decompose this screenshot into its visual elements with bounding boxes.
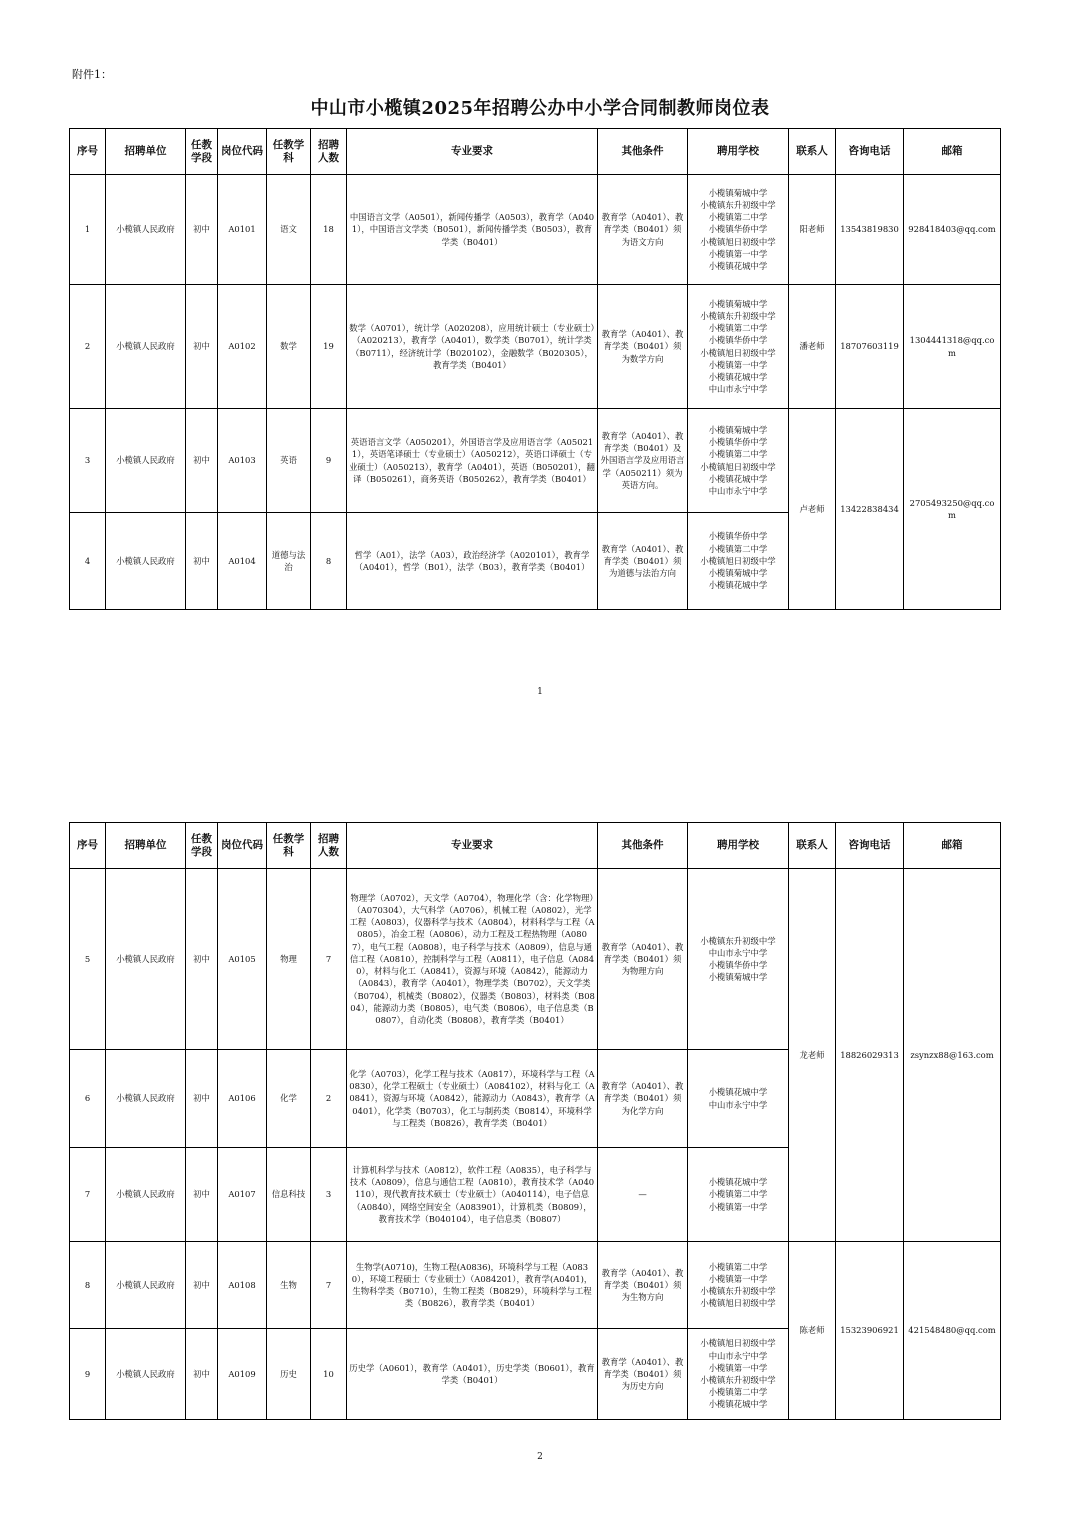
- cell-email: 421548480@qq.com: [904, 1242, 1001, 1420]
- cell-unit: 小榄镇人民政府: [106, 1242, 186, 1329]
- cell-count: 10: [311, 1329, 347, 1420]
- cell-major: 英语语言文学（A050201），外国语言学及应用语言学（A050211），英语笔译硕士（专业硕士）（A050212），英语口译硕士（专业硕士）（A050213），教育学（A0401），英语（B050201），翻译（B050261），商务英语（B050262），教育学类（B0401）: [347, 409, 598, 513]
- header-schools: 聘用学校: [688, 129, 789, 175]
- header-unit: 招聘单位: [106, 823, 186, 869]
- page-title: 中山市小榄镇2025年招聘公办中小学合同制教师岗位表: [310, 98, 770, 119]
- cell-stage: 初中: [186, 1050, 218, 1148]
- table-header-row: [70, 129, 1001, 175]
- cell-contact: 龙老师: [789, 869, 836, 1242]
- cell-stage: 初中: [186, 1148, 218, 1242]
- cell-major: 历史学（A0601），教育学（A0401），历史学类（B0601），教育学类（B0401）: [347, 1329, 598, 1420]
- cell-count: 7: [311, 1242, 347, 1329]
- header-major: 专业要求: [347, 823, 598, 869]
- cell-contact: 潘老师: [789, 285, 836, 409]
- cell-stage: 初中: [186, 513, 218, 610]
- cell-major: 数学（A0701），统计学（A020208），应用统计硕士（专业硕士）（A020213），教育学（A0401），数学类（B0701），统计学类（B0711），经济统计学（B020102），金融数学（B020305），教育学类（B0401）: [347, 285, 598, 409]
- table-row: [70, 409, 1001, 513]
- header-phone: 咨询电话: [836, 823, 904, 869]
- cell-seq: 5: [70, 869, 106, 1050]
- cell-stage: 初中: [186, 285, 218, 409]
- cell-code: A0104: [218, 513, 267, 610]
- cell-count: 9: [311, 409, 347, 513]
- header-phone: 咨询电话: [836, 129, 904, 175]
- cell-other: 教育学（A0401）、教育学类（B0401）须为生物方向: [598, 1242, 688, 1329]
- header-contact: 联系人: [789, 823, 836, 869]
- cell-seq: 8: [70, 1242, 106, 1329]
- cell-code: A0109: [218, 1329, 267, 1420]
- cell-email: 928418403@qq.com: [904, 175, 1001, 285]
- cell-schools: 小榄镇菊城中学 小榄镇东升初级中学 小榄镇第二中学 小榄镇华侨中学 小榄镇旭日初级中学 小榄镇第一中学 小榄镇花城中学 中山市永宁中学: [688, 285, 789, 409]
- cell-email: 1304441318@qq.com: [904, 285, 1001, 409]
- attachment-label: 附件1：: [72, 68, 112, 81]
- header-other: 其他条件: [598, 129, 688, 175]
- cell-subject: 英语: [267, 409, 311, 513]
- cell-seq: 4: [70, 513, 106, 610]
- cell-code: A0103: [218, 409, 267, 513]
- cell-major: 中国语言文学（A0501），新闻传播学（A0503），教育学（A0401），中国语言文学类（B0501），新闻传播学类（B0503），教育学类（B0401）: [347, 175, 598, 285]
- cell-stage: 初中: [186, 1242, 218, 1329]
- cell-code: A0107: [218, 1148, 267, 1242]
- header-email: 邮箱: [904, 129, 1001, 175]
- cell-stage: 初中: [186, 409, 218, 513]
- cell-unit: 小榄镇人民政府: [106, 1148, 186, 1242]
- cell-subject: 语文: [267, 175, 311, 285]
- header-count: 招聘人数: [311, 129, 347, 175]
- cell-code: A0108: [218, 1242, 267, 1329]
- cell-schools: 小榄镇东升初级中学 中山市永宁中学 小榄镇华侨中学 小榄镇菊城中学: [688, 869, 789, 1050]
- cell-other: 教育学（A0401）、教育学类（B0401）须为化学方向: [598, 1050, 688, 1148]
- cell-email: zsynzx88@163.com: [904, 869, 1001, 1242]
- header-unit: 招聘单位: [106, 129, 186, 175]
- cell-unit: 小榄镇人民政府: [106, 1050, 186, 1148]
- header-stage: 任教学段: [186, 129, 218, 175]
- cell-unit: 小榄镇人民政府: [106, 285, 186, 409]
- cell-other: 教育学（A0401）、教育学类（B0401）须为道德与法治方向: [598, 513, 688, 610]
- cell-other: 教育学（A0401）、教育学类（B0401）须为语文方向: [598, 175, 688, 285]
- cell-schools: 小榄镇花城中学 中山市永宁中学: [688, 1050, 789, 1148]
- cell-stage: 初中: [186, 175, 218, 285]
- positions-table-page-1: [69, 128, 1001, 610]
- table-header-row: [70, 823, 1001, 869]
- cell-seq: 9: [70, 1329, 106, 1420]
- cell-other: 教育学（A0401）、教育学类（B0401）须为历史方向: [598, 1329, 688, 1420]
- cell-seq: 7: [70, 1148, 106, 1242]
- cell-seq: 2: [70, 285, 106, 409]
- cell-stage: 初中: [186, 1329, 218, 1420]
- cell-other: 教育学（A0401）、教育学类（B0401）及外国语言学及应用语言学（A050211）须为英语方向。: [598, 409, 688, 513]
- header-code: 岗位代码: [218, 129, 267, 175]
- cell-code: A0102: [218, 285, 267, 409]
- cell-count: 2: [311, 1050, 347, 1148]
- cell-count: 3: [311, 1148, 347, 1242]
- table-row: [70, 1242, 1001, 1329]
- cell-subject: 化学: [267, 1050, 311, 1148]
- cell-subject: 信息科技: [267, 1148, 311, 1242]
- header-seq: 序号: [70, 129, 106, 175]
- page-number: 1: [537, 687, 543, 697]
- cell-code: A0105: [218, 869, 267, 1050]
- cell-phone: 13543819830: [836, 175, 904, 285]
- cell-schools: 小榄镇华侨中学 小榄镇第二中学 小榄镇旭日初级中学 小榄镇菊城中学 小榄镇花城中学: [688, 513, 789, 610]
- table-row: [70, 175, 1001, 285]
- cell-contact: 阳老师: [789, 175, 836, 285]
- cell-count: 7: [311, 869, 347, 1050]
- cell-phone: 18826029313: [836, 869, 904, 1242]
- cell-contact: 陈老师: [789, 1242, 836, 1420]
- cell-unit: 小榄镇人民政府: [106, 513, 186, 610]
- cell-major: 物理学（A0702），天文学（A0704），物理化学（含：化学物理）（A070304），大气科学（A0706），机械工程（A0802），光学工程（A0803），仪器科学与技术（A0804），材料科学与工程（A0805），冶金工程（A0806），动力工程及工程热物理（A0807），电气工程（A0808），电子科学与技术（A0809），信息与通信工程（A0810），控制科学与工程（A0811），电子信息（A0840），材料与化工（A0841），资源与环境（A0842），能源动力（A0843），教育学（A0401），物理学类（B0702），天文学类（B0704），机械类（B0802），仪器类（B0803），材料类（B0804），能源动力类（B0805），电气类（B0806），电子信息类（B0807），自动化类（B0808），教育学类（B0401）: [347, 869, 598, 1050]
- header-subject: 任教学科: [267, 129, 311, 175]
- cell-count: 8: [311, 513, 347, 610]
- cell-subject: 道德与法治: [267, 513, 311, 610]
- header-seq: 序号: [70, 823, 106, 869]
- cell-phone: 13422838434: [836, 409, 904, 610]
- cell-subject: 数学: [267, 285, 311, 409]
- cell-code: A0106: [218, 1050, 267, 1148]
- table-row: [70, 285, 1001, 409]
- cell-count: 19: [311, 285, 347, 409]
- cell-seq: 1: [70, 175, 106, 285]
- page-number: 2: [537, 1452, 543, 1462]
- header-subject: 任教学科: [267, 823, 311, 869]
- header-other: 其他条件: [598, 823, 688, 869]
- cell-phone: 18707603119: [836, 285, 904, 409]
- cell-subject: 生物: [267, 1242, 311, 1329]
- cell-other: 教育学（A0401）、教育学类（B0401）须为数学方向: [598, 285, 688, 409]
- cell-seq: 3: [70, 409, 106, 513]
- header-schools: 聘用学校: [688, 823, 789, 869]
- table-row: [70, 869, 1001, 1050]
- cell-stage: 初中: [186, 869, 218, 1050]
- header-email: 邮箱: [904, 823, 1001, 869]
- header-contact: 联系人: [789, 129, 836, 175]
- cell-code: A0101: [218, 175, 267, 285]
- cell-other: 教育学（A0401）、教育学类（B0401）须为物理方向: [598, 869, 688, 1050]
- cell-schools: 小榄镇花城中学 小榄镇第二中学 小榄镇第一中学: [688, 1148, 789, 1242]
- cell-seq: 6: [70, 1050, 106, 1148]
- cell-contact: 卢老师: [789, 409, 836, 610]
- cell-unit: 小榄镇人民政府: [106, 869, 186, 1050]
- cell-major: 生物学(A0710)，生物工程(A0836)，环境科学与工程（A0830），环境工程硕士（专业硕士）（A084201），教育学(A0401)，生物科学类（B0710），生物工程类（B0829），环境科学与工程类（B0826），教育学类（B0401）: [347, 1242, 598, 1329]
- header-code: 岗位代码: [218, 823, 267, 869]
- cell-email: 2705493250@qq.com: [904, 409, 1001, 610]
- cell-schools: 小榄镇菊城中学 小榄镇华侨中学 小榄镇第二中学 小榄镇旭日初级中学 小榄镇花城中学 中山市永宁中学: [688, 409, 789, 513]
- cell-unit: 小榄镇人民政府: [106, 409, 186, 513]
- header-stage: 任教学段: [186, 823, 218, 869]
- cell-major: 计算机科学与技术（A0812），软件工程（A0835），电子科学与技术（A0809），信息与通信工程（A0810），教育技术学（A040110），现代教育技术硕士（专业硕士）（A040114），电子信息（A0840），网络空间安全（A083901），计算机类（B0809），教育技术学（B040104），电子信息类（B0807）: [347, 1148, 598, 1242]
- cell-count: 18: [311, 175, 347, 285]
- cell-major: 化学（A0703），化学工程与技术（A0817），环境科学与工程（A0830），化学工程硕士（专业硕士）（A084102），材料与化工（A0841），资源与环境（A0842），能源动力（A0843），教育学（A0401），化学类（B0703），化工与制药类（B0814），环境科学与工程类（B0826），教育学类（B0401）: [347, 1050, 598, 1148]
- cell-phone: 15323906921: [836, 1242, 904, 1420]
- header-count: 招聘人数: [311, 823, 347, 869]
- positions-table-page-2: [69, 822, 1001, 1420]
- header-major: 专业要求: [347, 129, 598, 175]
- cell-subject: 历史: [267, 1329, 311, 1420]
- cell-schools: 小榄镇旭日初级中学 中山市永宁中学 小榄镇第一中学 小榄镇东升初级中学 小榄镇第二中学 小榄镇花城中学: [688, 1329, 789, 1420]
- cell-unit: 小榄镇人民政府: [106, 1329, 186, 1420]
- cell-schools: 小榄镇菊城中学 小榄镇东升初级中学 小榄镇第二中学 小榄镇华侨中学 小榄镇旭日初级中学 小榄镇第一中学 小榄镇花城中学: [688, 175, 789, 285]
- cell-subject: 物理: [267, 869, 311, 1050]
- cell-other: —: [598, 1148, 688, 1242]
- cell-schools: 小榄镇第二中学 小榄镇第一中学 小榄镇东升初级中学 小榄镇旭日初级中学: [688, 1242, 789, 1329]
- cell-unit: 小榄镇人民政府: [106, 175, 186, 285]
- cell-major: 哲学（A01），法学（A03），政治经济学（A020101），教育学（A0401），哲学（B01），法学（B03），教育学类（B0401）: [347, 513, 598, 610]
